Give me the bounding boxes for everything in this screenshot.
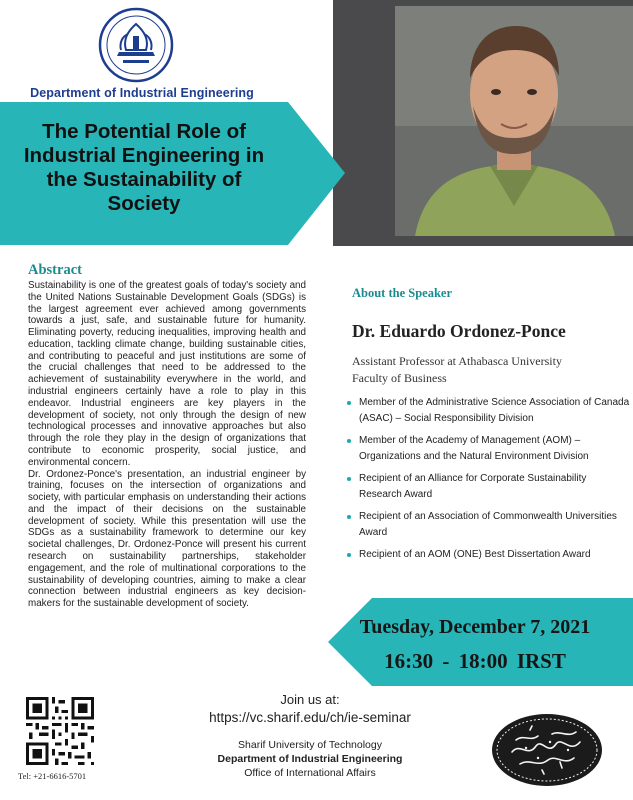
- bullet-icon: [347, 515, 351, 519]
- seminar-title: The Potential Role of Industrial Engineering in the Sustainability of Society: [23, 120, 265, 215]
- seminar-link[interactable]: https://vc.sharif.edu/ch/ie-seminar: [209, 710, 411, 725]
- abstract-paragraph: Sustainability is one of the greatest goals of today's society and the United Nations Sustainable Development Goals (SDGs) is the largest agreement ever achieved among governments towards a just, safe, and sustainable future for humanity. Eliminating poverty, reducing inequalities, improving health and education, tackling climate change, building sustainable cities, and contributing to peaceful and just institutions are some of the crucial challenges that need to be addressed to the achievement of sustainability everywhere in the world, and industrial engineers certainly have a role to play in this endeavor. Industrial engineers are key players in the development of society, not only through the design of new technological processes and innovative approaches but also through the role they play in the design of organizations that contribute to economic prosperity, social justice, and environmental concern.: [28, 280, 306, 468]
- abstract-body: [28, 280, 306, 610]
- award-item: Member of the Academy of Management (AOM) – Organizations and the Natural Environment Division: [340, 433, 630, 465]
- join-label: Join us at:: [280, 692, 340, 707]
- bullet-icon: [347, 401, 351, 405]
- event-timezone: IRST: [516, 649, 566, 673]
- telephone-number: Tel: +21-6616-5701: [18, 771, 87, 781]
- event-time: [340, 649, 610, 674]
- speaker-photo: [395, 6, 633, 236]
- event-date: Tuesday, December 7, 2021: [359, 616, 591, 638]
- event-time-range: 16:30 - 18:00: [384, 649, 508, 673]
- award-item: Recipient of an AOM (ONE) Best Dissertation Award: [340, 547, 630, 563]
- footer-department: Department of Industrial Engineering: [217, 753, 403, 765]
- office-name: Office of International Affairs: [244, 767, 376, 779]
- bullet-icon: [347, 439, 351, 443]
- bullet-icon: [347, 477, 351, 481]
- calligraphy-seal-icon: [490, 712, 604, 788]
- about-speaker-heading: About the Speaker: [352, 286, 453, 300]
- university-logo-icon: [97, 6, 175, 84]
- speaker-position: Assistant Professor at Athabasca University: [352, 354, 562, 368]
- award-item: Recipient of an Association of Commonwealth Universities Award: [340, 509, 630, 541]
- university-name: Sharif University of Technology: [238, 739, 382, 751]
- bullet-icon: [347, 553, 351, 557]
- department-header: Department of Industrial Engineering: [30, 86, 254, 100]
- speaker-awards-list: [340, 395, 630, 569]
- award-item: Member of the Administrative Science Association of Canada (ASAC) – Social Responsibility Division: [340, 395, 630, 427]
- abstract-heading: Abstract: [28, 262, 82, 278]
- speaker-name: Dr. Eduardo Ordonez-Ponce: [352, 321, 566, 341]
- speaker-faculty: Faculty of Business: [352, 371, 447, 385]
- abstract-paragraph: Dr. Ordonez-Ponce's presentation, an industrial engineer by training, focuses on the intersection of organizations and society, with particular emphasis on understanding their actions and the impact of their decisions on the sustainable development of society. While this presentation will use the SDGs as a sustainability framework to determine our key societal challenges, Dr. Ordonez-Ponce will present his current research on sustainability partnerships, stakeholder engagement, and the role of multinational corporations to the sustainability of developing countries, aiming to make a clear connection between industrial engineers as key decision-makers for the sustainable development of society.: [28, 468, 306, 610]
- award-item: Recipient of an Alliance for Corporate Sustainability Research Award: [340, 471, 630, 503]
- qr-code-icon[interactable]: [26, 697, 94, 765]
- speaker-affiliation: [352, 353, 612, 387]
